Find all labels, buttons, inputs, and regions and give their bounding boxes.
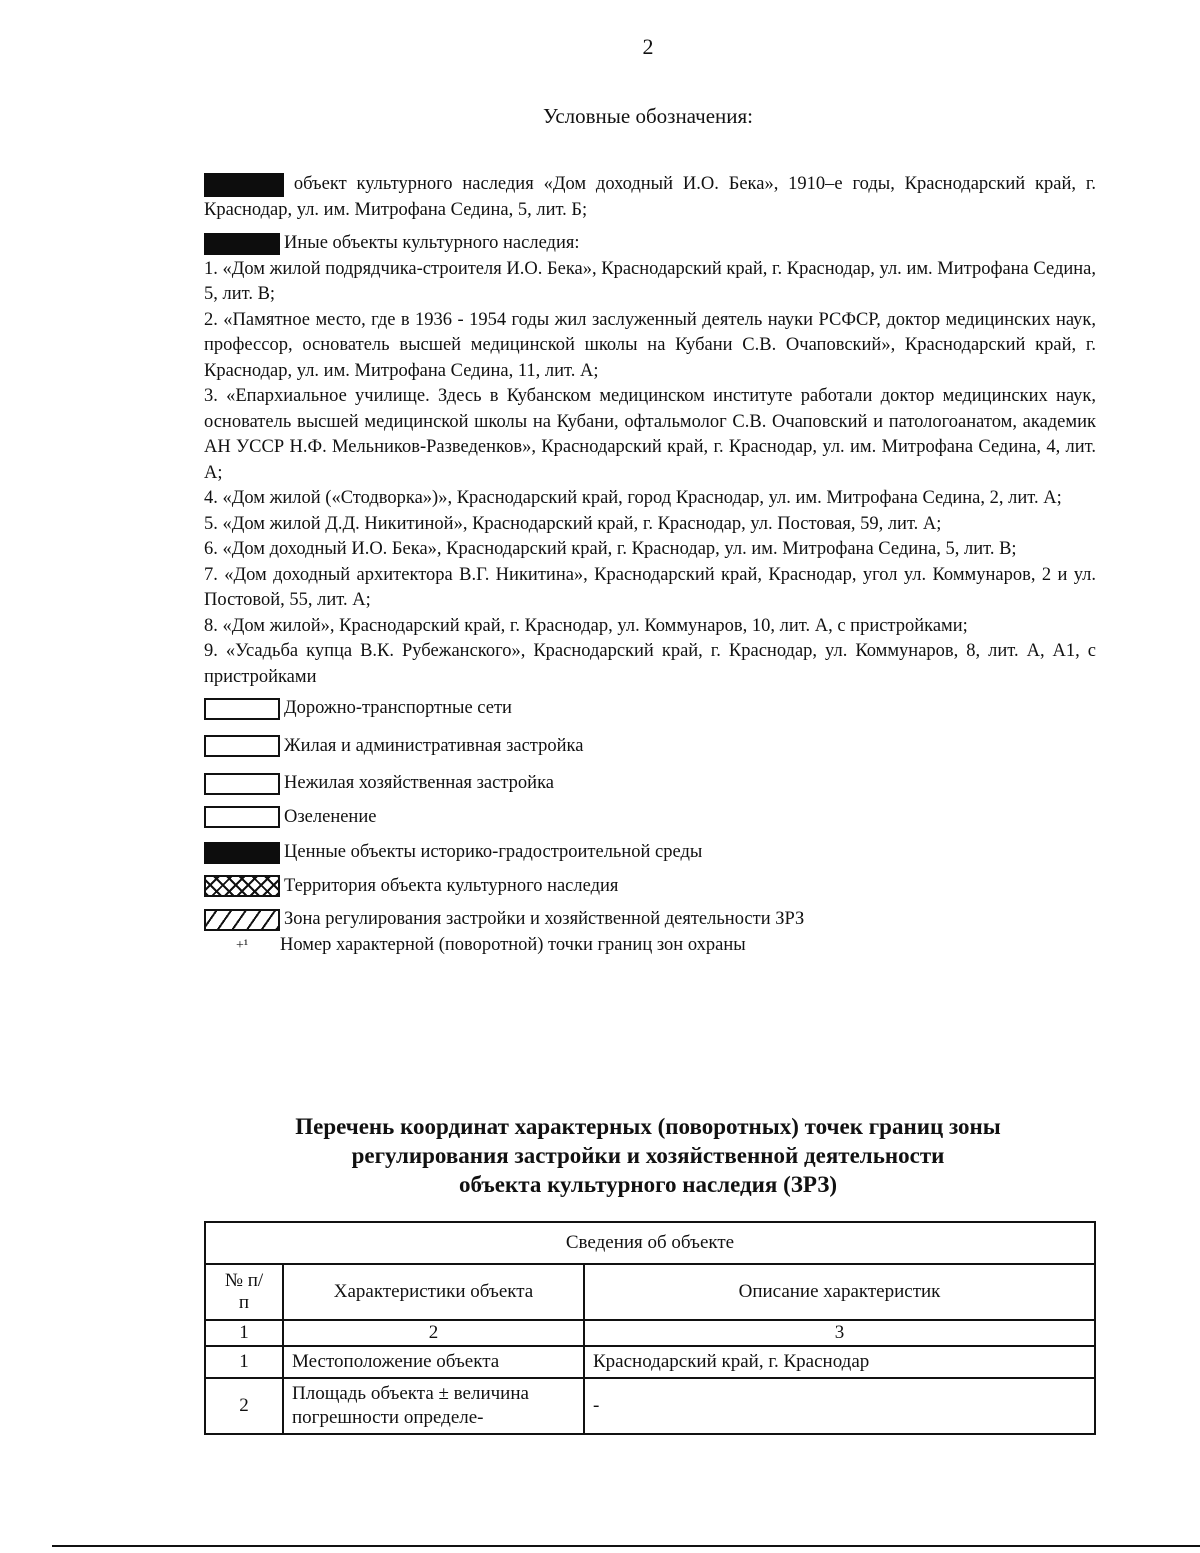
point-marker-icon: +¹ bbox=[235, 937, 249, 953]
legend-greenery-row bbox=[204, 805, 1096, 831]
greenery-swatch-icon bbox=[204, 806, 280, 828]
legend-territory-row bbox=[204, 874, 1096, 900]
legend-valuable-row bbox=[204, 840, 1096, 866]
other-object-7: 7. «Дом доходный архитектора В.Г. Никитина», Краснодарский край, Краснодар, угол ул. Коммунаров, 2 и ул. Постовой, 55, лит. А; bbox=[204, 564, 1096, 610]
legend-greenery-label: Озеленение bbox=[284, 806, 377, 827]
section-title bbox=[0, 1112, 1200, 1199]
index-2: 2 bbox=[283, 1320, 584, 1346]
other-object-3: 3. «Епархиальное училище. Здесь в Кубанском медицинском институте работали доктор медицинских наук, основатель высшей медицинской школы на Кубани, офтальмолог С.В. Очаповский и патологоанатом, академик АН УССР Н.Ф. Мельников-Разведенков», Краснодарский край, г. Краснодар, ул. им. Митрофана Седина, 4, лит. А; bbox=[204, 386, 1096, 483]
index-1: 1 bbox=[205, 1320, 283, 1346]
solid-black-swatch-icon bbox=[204, 233, 280, 255]
object-info-table bbox=[204, 1221, 1096, 1435]
bottom-rule bbox=[52, 1545, 1200, 1547]
legend bbox=[204, 172, 1096, 958]
other-object-6: 6. «Дом доходный И.О. Бека», Краснодарский край, г. Краснодар, ул. им. Митрофана Седина, 5, лит. В; bbox=[204, 539, 1017, 559]
other-object-2: 2. «Памятное место, где в 1936 - 1954 годы жил заслуженный деятель науки РСФСР, доктор медицинских наук, профессор, основатель высшей медицинской школы на Кубани С.В. Очаповский», Краснодарский край, г. Краснодар, ул. им. Митрофана Седина, 11, лит. А; bbox=[204, 309, 1096, 381]
other-objects-heading-row bbox=[204, 231, 1096, 257]
diagonal-hatch-swatch-icon bbox=[204, 909, 280, 931]
legend-point-row bbox=[204, 933, 1096, 959]
legend-point-label: Номер характерной (поворотной) точки границ зон охраны bbox=[280, 934, 746, 955]
legend-roads-label: Дорожно-транспортные сети bbox=[284, 698, 512, 718]
table-caption-row bbox=[205, 1222, 1095, 1264]
page-number: 2 bbox=[642, 34, 654, 59]
other-object-4: 4. «Дом жилой («Стодворка»)», Краснодарский край, город Краснодар, ул. им. Митрофана Седина, 2, лит. А; bbox=[204, 488, 1062, 508]
other-object-1: 1. «Дом жилой подрядчика-строителя И.О. Бека», Краснодарский край, г. Краснодар, ул. им. Митрофана Седина, 5, лит. В; bbox=[204, 258, 1096, 304]
row-num: 2 bbox=[205, 1378, 283, 1434]
legend-valuable-label: Ценные объекты историко-градостроительной среды bbox=[284, 842, 703, 862]
legend-residential-label: Жилая и административная застройка bbox=[284, 735, 584, 756]
table-caption: Сведения об объекте bbox=[205, 1222, 1095, 1264]
header-characteristic: Характеристики объекта bbox=[283, 1264, 584, 1320]
section-title-line-2: регулирования застройки и хозяйственной деятельности bbox=[351, 1143, 945, 1168]
table-row bbox=[205, 1346, 1095, 1378]
other-objects-title: Иные объекты культурного наследия: bbox=[284, 233, 580, 253]
legend-zone-row bbox=[204, 907, 1096, 933]
other-object-8: 8. «Дом жилой», Краснодарский край, г. Краснодар, ул. Коммунаров, 10, лит. А, с пристройками; bbox=[204, 615, 968, 636]
legend-territory-label: Территория объекта культурного наследия bbox=[284, 875, 619, 896]
row-description: - bbox=[584, 1378, 1095, 1434]
section-title-line-3: объекта культурного наследия (ЗРЗ) bbox=[458, 1172, 838, 1197]
legend-nonresidential-row bbox=[204, 771, 1096, 797]
table-header-row bbox=[205, 1264, 1095, 1320]
table-index-row bbox=[205, 1320, 1095, 1346]
other-object-5: 5. «Дом жилой Д.Д. Никитиной», Краснодарский край, г. Краснодар, ул. Постовая, 59, лит. А; bbox=[204, 513, 942, 534]
section-title-line-1: Перечень координат характерных (поворотных) точек границ зоны bbox=[295, 1114, 1001, 1139]
legend-roads-row bbox=[204, 696, 1096, 722]
crosshatch-swatch-icon bbox=[204, 875, 280, 897]
roads-swatch-icon bbox=[204, 698, 280, 720]
table-row bbox=[205, 1378, 1095, 1434]
row-num: 1 bbox=[205, 1346, 283, 1378]
solid-black-swatch-icon bbox=[204, 173, 284, 197]
legend-nonresidential-label: Нежилая хозяйственная застройка bbox=[284, 773, 554, 793]
header-description: Описание характеристик bbox=[584, 1264, 1095, 1320]
legend-residential-row bbox=[204, 734, 1096, 760]
row-characteristic: Местоположение объекта bbox=[283, 1346, 584, 1378]
legend-title: Условные обозначения: bbox=[542, 104, 754, 128]
residential-swatch-icon bbox=[204, 735, 280, 757]
legend-zone-label: Зона регулирования застройки и хозяйственной деятельности ЗРЗ bbox=[284, 909, 805, 929]
index-3: 3 bbox=[584, 1320, 1095, 1346]
header-num: № п/п bbox=[205, 1264, 283, 1320]
valuable-swatch-icon bbox=[204, 842, 280, 864]
other-object-9: 9. «Усадьба купца В.К. Рубежанского», Краснодарский край, г. Краснодар, ул. Коммунаров, 8, лит. А, А1, с пристройками bbox=[204, 641, 1096, 687]
row-description: Краснодарский край, г. Краснодар bbox=[584, 1346, 1095, 1378]
row-characteristic: Площадь объекта ± величина погрешности определе- bbox=[283, 1378, 584, 1434]
legend-object-entry bbox=[204, 172, 1096, 223]
legend-object-text: объект культурного наследия «Дом доходный И.О. Бека», 1910–е годы, Краснодарский край, г. Краснодар, ул. им. Митрофана Седина, 5, лит. Б; bbox=[204, 174, 1096, 220]
nonresidential-swatch-icon bbox=[204, 773, 280, 795]
